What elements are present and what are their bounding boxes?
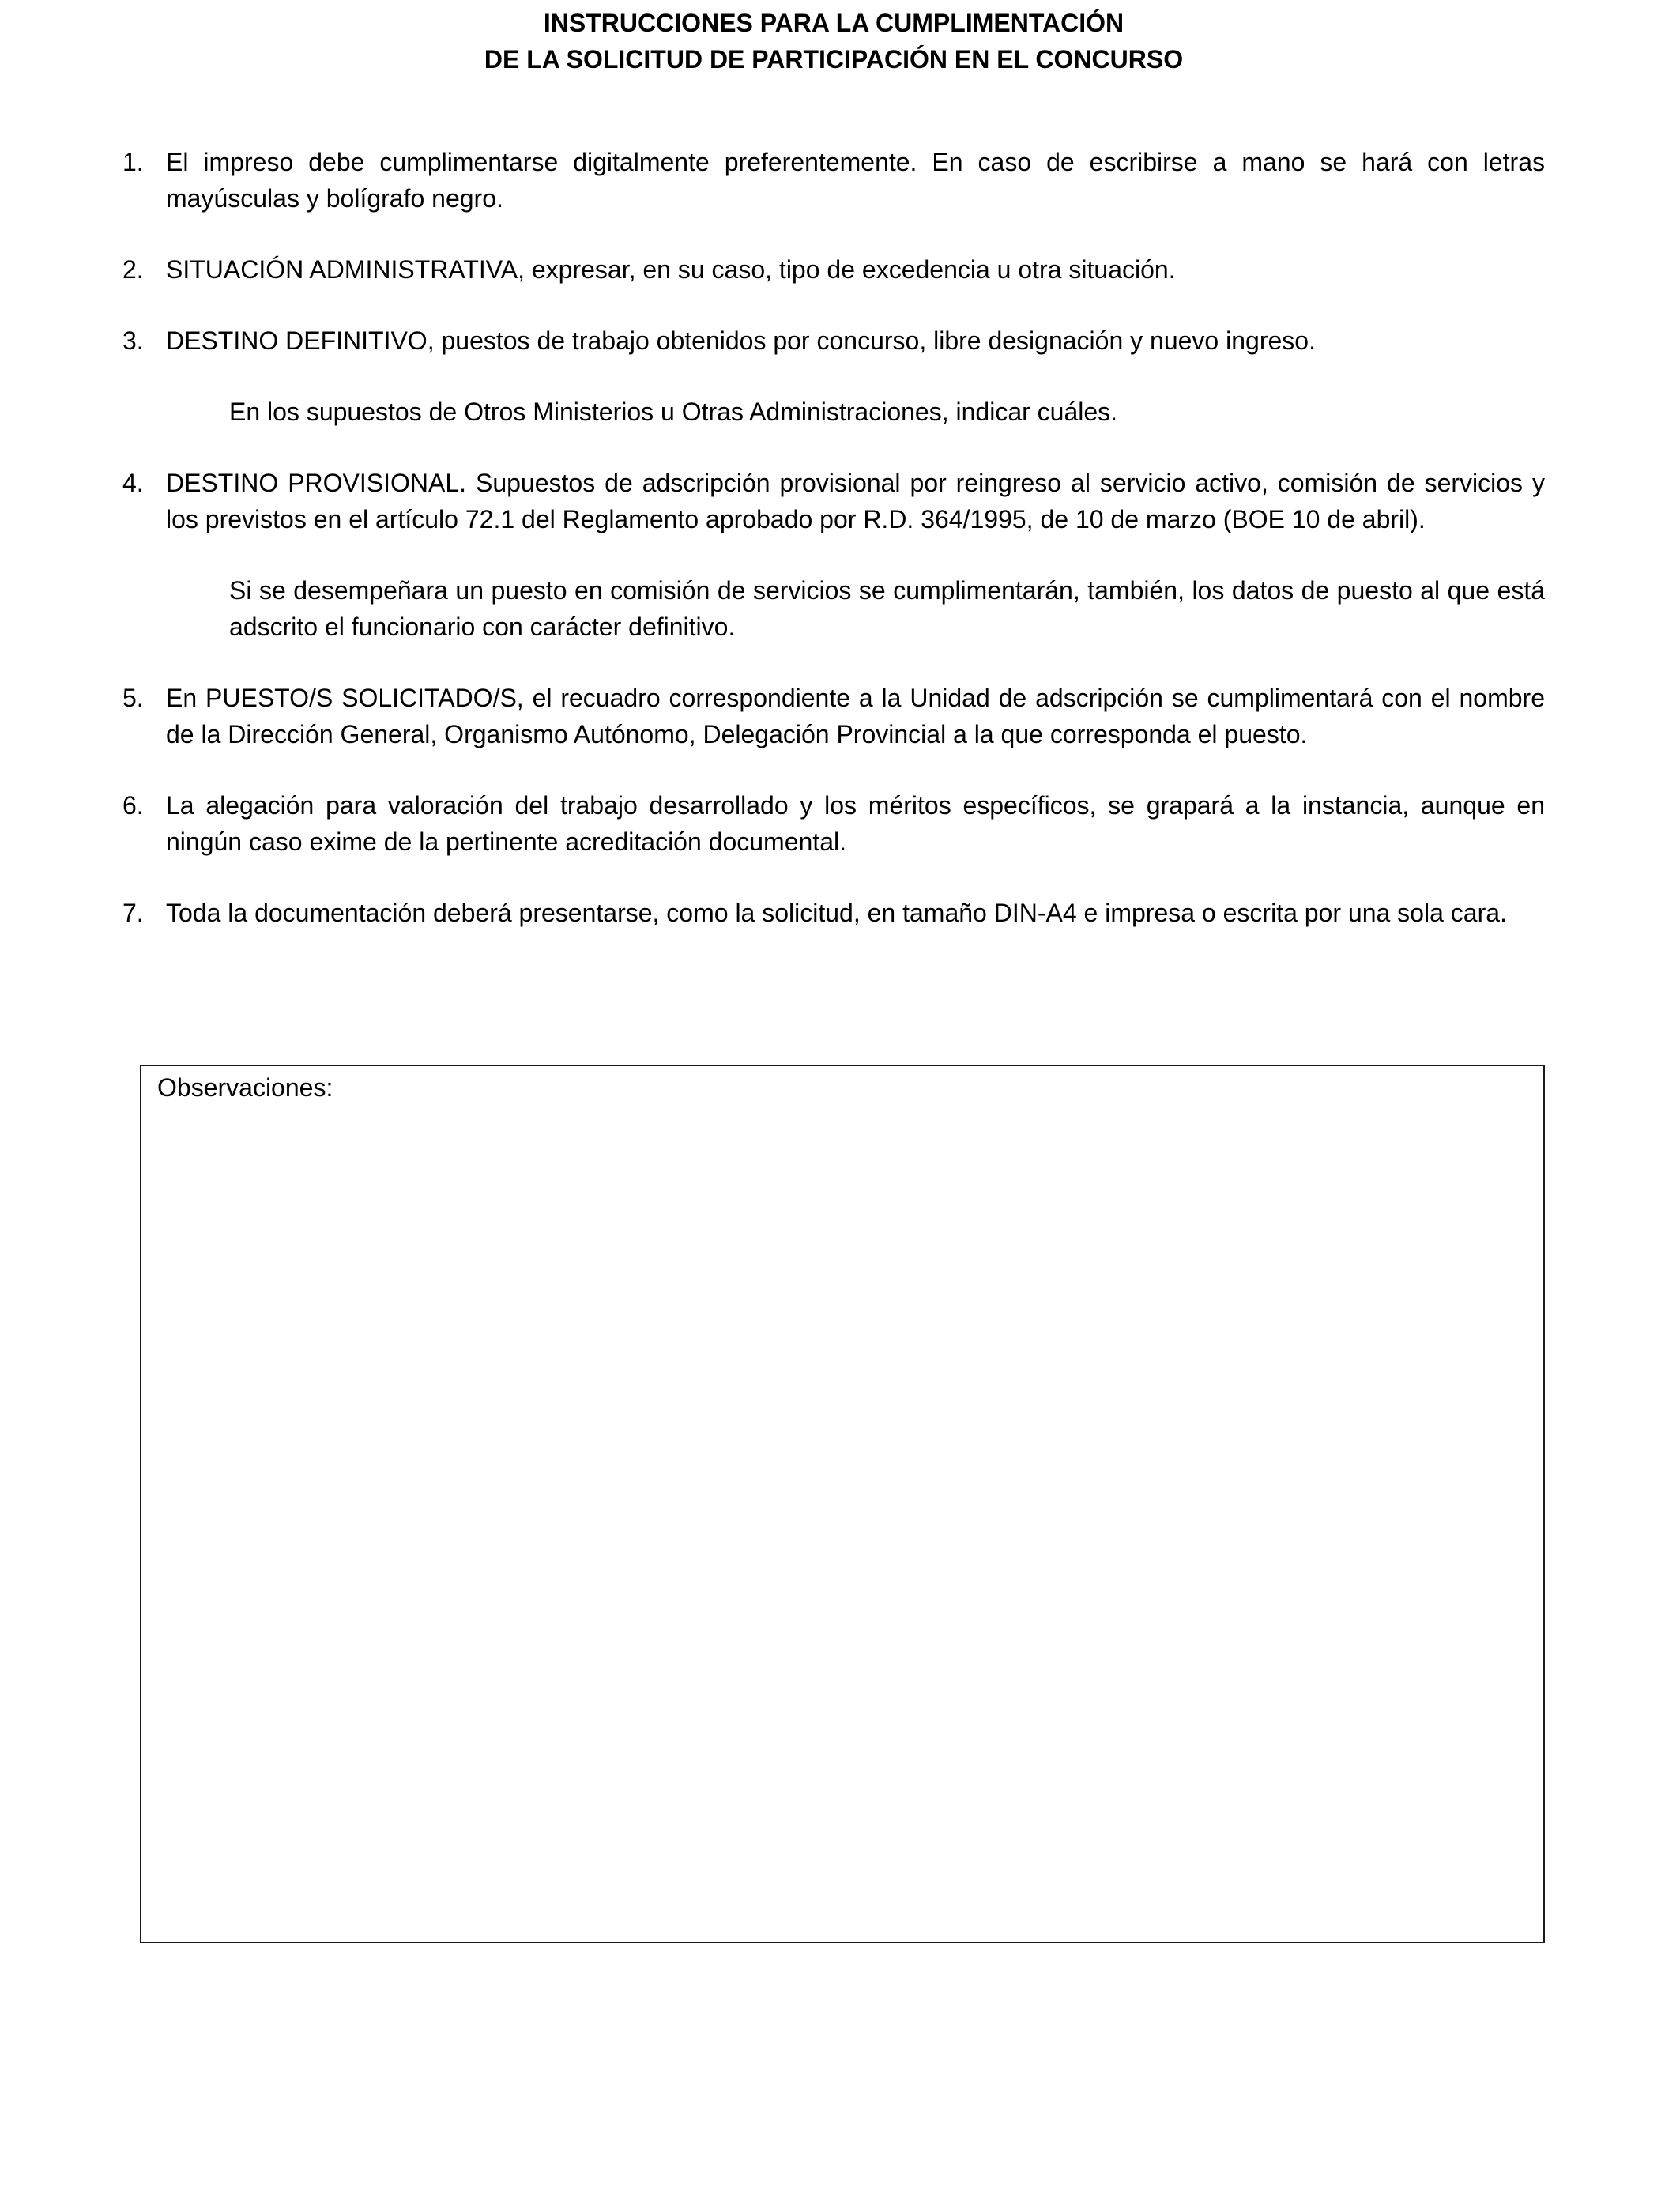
instruction-item-3 xyxy=(122,322,1545,359)
instruction-item-1 xyxy=(122,144,1545,217)
instruction-note-4: Si se desempeñara un puesto en comisión de servicios se cumplimentarán, también, los datos de puesto al que está adscrito el funcionario con carácter definitivo. xyxy=(229,576,1545,641)
instructions-list xyxy=(122,144,1545,966)
instruction-number: 1. xyxy=(122,148,144,176)
instruction-text: SITUACIÓN ADMINISTRATIVA, expresar, en su caso, tipo de excedencia u otra situación. xyxy=(166,255,1176,284)
instruction-number: 4. xyxy=(122,469,144,497)
instruction-text: La alegación para valoración del trabajo desarrollado y los méritos específicos, se grapará a la instancia, aunque en ningún caso exime de la pertinente acreditación documental. xyxy=(166,791,1545,856)
page-title xyxy=(0,5,1667,77)
title-line-2: DE LA SOLICITUD DE PARTICIPACIÓN EN EL CONCURSO xyxy=(484,45,1184,74)
observations-box[interactable] xyxy=(140,1065,1545,1943)
instruction-item-4 xyxy=(122,465,1545,537)
instruction-item-5 xyxy=(122,680,1545,752)
instruction-number: 6. xyxy=(122,791,144,820)
title-line-1: INSTRUCCIONES PARA LA CUMPLIMENTACIÓN xyxy=(543,9,1124,37)
instruction-item-7 xyxy=(122,895,1545,931)
instruction-number: 5. xyxy=(122,684,144,712)
instruction-item-2 xyxy=(122,251,1545,288)
instruction-number: 2. xyxy=(122,255,144,284)
instruction-text: DESTINO PROVISIONAL. Supuestos de adscripción provisional por reingreso al servicio activo, comisión de servicios y los previstos en el artículo 72.1 del Reglamento aprobado por R.D. 364/1995, de 10 de marzo (BOE 10 de abril). xyxy=(166,469,1545,533)
instruction-text: Toda la documentación deberá presentarse, como la solicitud, en tamaño DIN-A4 e impresa o escrita por una sola cara. xyxy=(166,899,1507,927)
instruction-number: 3. xyxy=(122,326,144,355)
instruction-text: En PUESTO/S SOLICITADO/S, el recuadro correspondiente a la Unidad de adscripción se cumplimentará con el nombre de la Dirección General, Organismo Autónomo, Delegación Provincial a la que corresponda el puesto. xyxy=(166,684,1545,748)
observations-label: Observaciones: xyxy=(157,1073,333,1102)
instruction-note-3: En los supuestos de Otros Ministerios u Otras Administraciones, indicar cuáles. xyxy=(229,398,1118,426)
instruction-item-6 xyxy=(122,787,1545,860)
instruction-text: El impreso debe cumplimentarse digitalmente preferentemente. En caso de escribirse a mano se hará con letras mayúsculas y bolígrafo negro. xyxy=(166,148,1545,213)
instruction-number: 7. xyxy=(122,899,144,927)
instruction-text: DESTINO DEFINITIVO, puestos de trabajo obtenidos por concurso, libre designación y nuevo ingreso. xyxy=(166,326,1316,355)
